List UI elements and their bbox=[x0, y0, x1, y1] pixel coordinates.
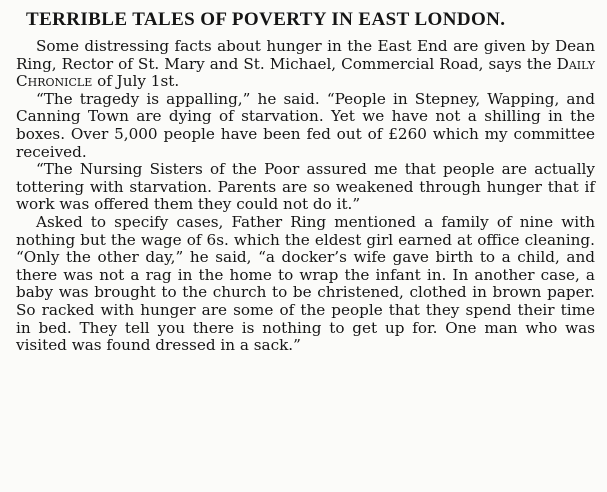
paragraph-cases: Asked to specify cases, Father Ring mentioned a family of nine with nothing but the wage of 6s. which the eldest girl earned at office cleaning. “Only the other day,” he said, “a docker’s wife gave birth to a child, and there was not a rag in the home to wrap the infant in. In another case, a baby was brought to the church to be christened, clothed in brown paper. So racked with hunger are some of the people that they spend their time in bed. They tell you there is nothing to get up for. One man who was visited was found dressed in a sack.” bbox=[16, 212, 595, 355]
paragraph-quote-nursing-sisters: “The Nursing Sisters of the Poor assured me that people are actually tottering with starvation. Parents are so weakened through hunger that if work was offered them they could not do it.” bbox=[16, 160, 595, 214]
headline: TERRIBLE TALES OF POVERTY IN EAST LONDON. bbox=[26, 9, 506, 30]
intro-date-text: of July 1st. bbox=[92, 72, 180, 91]
paragraph-quote-tragedy: “The tragedy is appalling,” he said. “People in Stepney, Wapping, and Canning Town are dying of starvation. Yet we have not a shilling in the boxes. Over 5,000 people have been fed out of £260 which my committee received. bbox=[16, 89, 595, 161]
intro-text: Some distressing facts about hunger in the East End are given by Dean Ring, Rector of St. Mary and St. Michael, Commercial Road, says the bbox=[16, 37, 595, 73]
newspaper-name: Daily Chronicle bbox=[16, 54, 595, 91]
paragraph-intro bbox=[16, 38, 595, 91]
